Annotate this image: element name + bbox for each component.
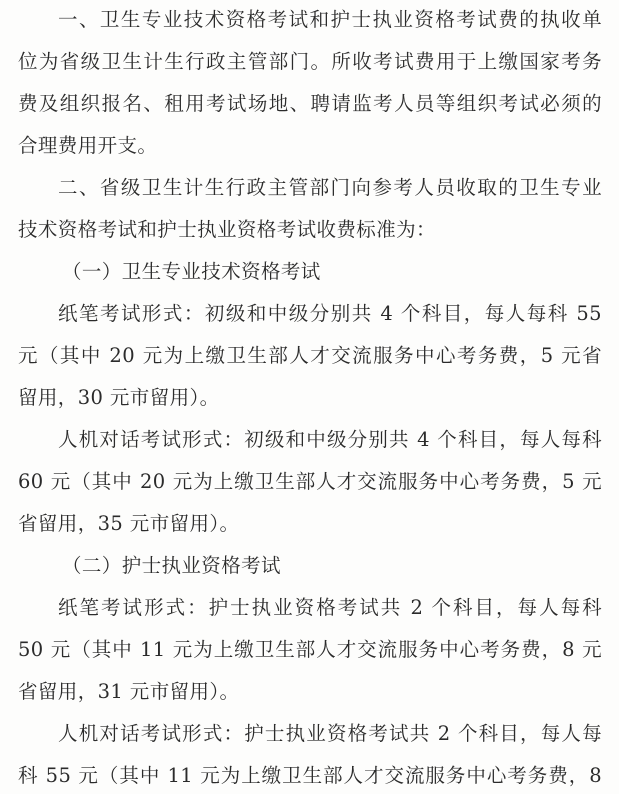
paragraph-6-line-1: 人机对话考试形式：护士执业资格考试共 2 个科目，每人每 bbox=[58, 722, 602, 745]
paragraph-2-line-2: 技术资格考试和护士执业资格考试收费标准为： bbox=[18, 218, 436, 241]
paragraph-3-line-1: 纸笔考试形式：初级和中级分别共 4 个科目，每人每科 55 bbox=[58, 302, 602, 325]
paragraph-3-line-3: 留用，30 元市留用）。 bbox=[18, 386, 220, 409]
paragraph-1-line-1: 一、卫生专业技术资格考试和护士执业资格考试费的执收单 bbox=[58, 8, 602, 31]
paragraph-5-line-2: 50 元（其中 11 元为上缴卫生部人才交流服务中心考务费，8 元 bbox=[18, 638, 602, 661]
section-heading-1: （一）卫生专业技术资格考试 bbox=[62, 260, 321, 283]
paragraph-1-line-4: 合理费用开支。 bbox=[18, 134, 158, 157]
paragraph-4-line-1: 人机对话考试形式：初级和中级分别共 4 个科目，每人每科 bbox=[58, 428, 602, 451]
paragraph-2-line-1: 二、省级卫生计生行政主管部门向参考人员收取的卫生专业 bbox=[58, 176, 602, 199]
paragraph-5-line-1: 纸笔考试形式：护士执业资格考试共 2 个科目，每人每科 bbox=[58, 596, 602, 619]
paragraph-3-line-2: 元（其中 20 元为上缴卫生部人才交流服务中心考务费，5 元省 bbox=[18, 344, 602, 367]
paragraph-5-line-3: 省留用，31 元市留用）。 bbox=[18, 680, 240, 703]
paragraph-4-line-3: 省留用，35 元市留用）。 bbox=[18, 512, 240, 535]
paragraph-1-line-2: 位为省级卫生计生行政主管部门。所收考试费用于上缴国家考务 bbox=[18, 50, 602, 73]
paragraph-1-line-3: 费及组织报名、租用考试场地、聘请监考人员等组织考试必须的 bbox=[18, 92, 602, 115]
paragraph-6-line-2: 科 55 元（其中 11 元为上缴卫生部人才交流服务中心考务费，8 bbox=[18, 764, 602, 787]
section-heading-2: （二）护士执业资格考试 bbox=[62, 554, 281, 577]
paragraph-4-line-2: 60 元（其中 20 元为上缴卫生部人才交流服务中心考务费，5 元 bbox=[18, 470, 602, 493]
